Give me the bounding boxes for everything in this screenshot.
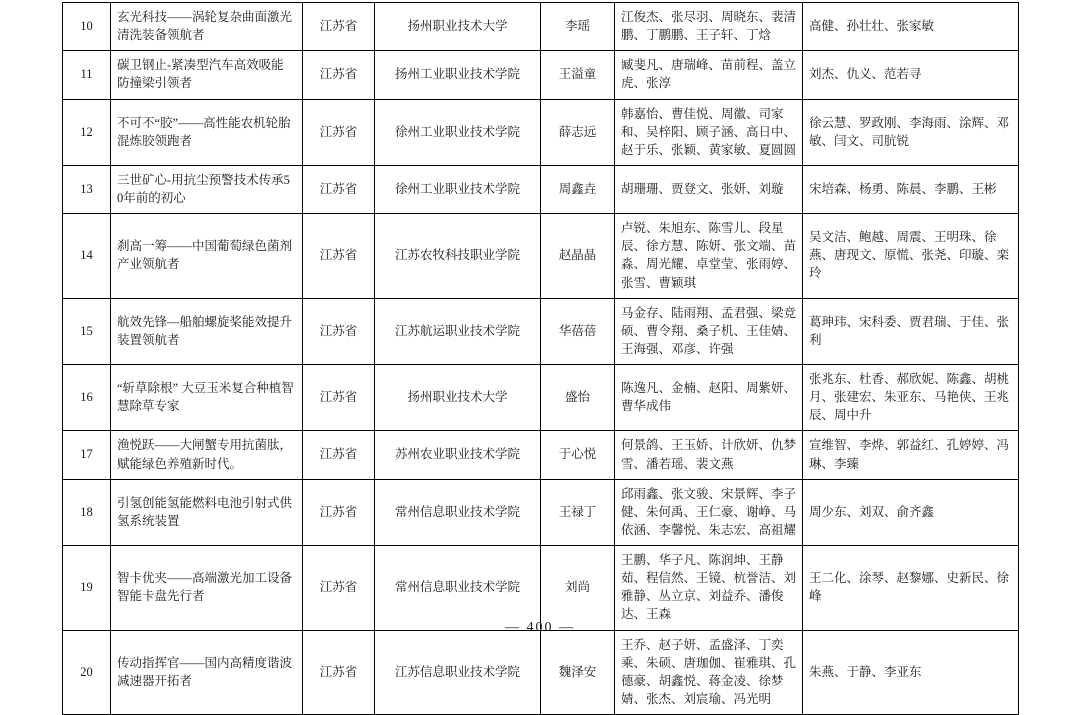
cell-province: 江苏省 xyxy=(303,298,375,364)
page-number: — 400 — xyxy=(505,620,575,635)
cell-members: 胡珊珊、贾登文、张妍、刘璇 xyxy=(615,165,803,213)
cell-leader: 周鑫垚 xyxy=(541,165,615,213)
cell-members: 臧斐凡、唐瑞峰、苗前程、盖立虎、张淳 xyxy=(615,51,803,99)
cell-school: 江苏航运职业技术学院 xyxy=(375,298,541,364)
cell-members: 江俊杰、张尽羽、周晓东、裴清鹏、丁鹏鹏、王子轩、丁焓 xyxy=(615,3,803,51)
cell-province: 江苏省 xyxy=(303,479,375,545)
cell-serial-number: 11 xyxy=(63,51,111,99)
cell-members: 卢锐、朱旭东、陈雪儿、段星辰、徐方慧、陈妍、张文端、苗淼、周光耀、卓堂莹、张雨婷、张雪、曹颖琪 xyxy=(615,214,803,299)
cell-leader: 华蓓蓓 xyxy=(541,298,615,364)
table-row xyxy=(63,165,1019,213)
cell-school: 江苏农牧科技职业学院 xyxy=(375,214,541,299)
cell-school: 徐州工业职业技术学院 xyxy=(375,165,541,213)
cell-teachers: 宋培森、杨勇、陈晨、李鹏、王彬 xyxy=(803,165,1019,213)
cell-teachers: 张兆东、杜香、郝欣妮、陈鑫、胡桃月、张建宏、朱亚东、马艳侠、王兆辰、周中升 xyxy=(803,365,1019,431)
cell-project-name: 不可不“胶”——高性能农机轮胎混炼胶领跑者 xyxy=(111,99,303,165)
cell-school: 常州信息职业技术学院 xyxy=(375,479,541,545)
cell-province: 江苏省 xyxy=(303,630,375,715)
cell-members: 王乔、赵子妍、孟盛泽、丁奕乘、朱硕、唐珈伽、崔雅琪、孔德豪、胡鑫悦、蒋金凌、徐梦婧、张杰、刘宸瑜、冯光明 xyxy=(615,630,803,715)
cell-serial-number: 13 xyxy=(63,165,111,213)
cell-project-name: 传动指挥官——国内高精度谐波减速器开拓者 xyxy=(111,630,303,715)
table-row xyxy=(63,365,1019,431)
cell-leader: 王溢童 xyxy=(541,51,615,99)
cell-school: 扬州职业技术大学 xyxy=(375,3,541,51)
cell-project-name: 引氢创能氢能燃料电池引射式供氢系统装置 xyxy=(111,479,303,545)
cell-school: 常州信息职业技术学院 xyxy=(375,546,541,631)
cell-project-name: 刹高一筹——中国葡萄绿色菌剂产业领航者 xyxy=(111,214,303,299)
cell-serial-number: 16 xyxy=(63,365,111,431)
cell-teachers: 宣维智、李烨、郭益红、孔婷婷、冯琳、李臻 xyxy=(803,431,1019,479)
cell-school: 扬州工业职业技术学院 xyxy=(375,51,541,99)
cell-teachers: 王二化、涂琴、赵黎娜、史新民、徐峰 xyxy=(803,546,1019,631)
table-row xyxy=(63,630,1019,715)
cell-serial-number: 15 xyxy=(63,298,111,364)
cell-province: 江苏省 xyxy=(303,546,375,631)
cell-leader: 魏泽安 xyxy=(541,630,615,715)
cell-leader: 盛怡 xyxy=(541,365,615,431)
cell-teachers: 朱燕、于静、李亚东 xyxy=(803,630,1019,715)
cell-serial-number: 17 xyxy=(63,431,111,479)
cell-serial-number: 10 xyxy=(63,3,111,51)
cell-leader: 赵晶晶 xyxy=(541,214,615,299)
cell-leader: 于心悦 xyxy=(541,431,615,479)
cell-project-name: 玄光科技——涡轮复杂曲面激光清洗装备领航者 xyxy=(111,3,303,51)
cell-province: 江苏省 xyxy=(303,51,375,99)
table-row xyxy=(63,298,1019,364)
cell-teachers: 吴文洁、鲍越、周震、王明珠、徐燕、唐现文、原慌、张尧、印璇、栾玲 xyxy=(803,214,1019,299)
cell-school: 扬州职业技术大学 xyxy=(375,365,541,431)
cell-serial-number: 14 xyxy=(63,214,111,299)
cell-leader: 王禄丁 xyxy=(541,479,615,545)
cell-serial-number: 19 xyxy=(63,546,111,631)
cell-members: 邱雨鑫、张文骏、宋景辉、李子健、朱何禹、王仁豪、谢峥、马依涵、李馨悦、朱志宏、高祖耀 xyxy=(615,479,803,545)
cell-teachers: 葛珅玮、宋科委、贾君瑞、于佳、张利 xyxy=(803,298,1019,364)
cell-members: 韩嘉怡、曹佳悦、周徽、司家和、吴梓阳、顾子涵、高日中、赵于乐、张颖、黄家敏、夏圆圆 xyxy=(615,99,803,165)
cell-members: 陈逸凡、金楠、赵阳、周紫妍、曹华成伟 xyxy=(615,365,803,431)
cell-project-name: 航效先锋—船舶螺旋桨能效提升装置领航者 xyxy=(111,298,303,364)
table-row xyxy=(63,214,1019,299)
cell-project-name: “斩草除根” 大豆玉米复合种植智慧除草专家 xyxy=(111,365,303,431)
cell-teachers: 徐云慧、罗政刚、李海雨、涂辉、邓敏、闫文、司肮锐 xyxy=(803,99,1019,165)
cell-school: 徐州工业职业技术学院 xyxy=(375,99,541,165)
cell-members: 王鹏、华子凡、陈润坤、王静茹、程信然、王镜、杭誉洁、刘雅静、丛立京、刘益乔、潘俊达、王森 xyxy=(615,546,803,631)
cell-project-name: 碳卫钢止-紧凑型汽车高效吸能防撞梁引领者 xyxy=(111,51,303,99)
project-table-container xyxy=(62,2,1018,715)
cell-leader: 薛志远 xyxy=(541,99,615,165)
cell-school: 苏州农业职业技术学院 xyxy=(375,431,541,479)
cell-province: 江苏省 xyxy=(303,365,375,431)
cell-province: 江苏省 xyxy=(303,214,375,299)
cell-project-name: 智卡优夹——高端激光加工设备智能卡盘先行者 xyxy=(111,546,303,631)
table-row xyxy=(63,431,1019,479)
cell-school: 江苏信息职业技术学院 xyxy=(375,630,541,715)
project-table xyxy=(62,2,1019,715)
cell-province: 江苏省 xyxy=(303,165,375,213)
table-row xyxy=(63,3,1019,51)
cell-teachers: 周少东、刘双、俞齐鑫 xyxy=(803,479,1019,545)
table-row xyxy=(63,479,1019,545)
cell-serial-number: 20 xyxy=(63,630,111,715)
cell-members: 何景鸽、王玉娇、计欣妍、仇梦雪、潘若瑶、裴文燕 xyxy=(615,431,803,479)
cell-province: 江苏省 xyxy=(303,3,375,51)
cell-teachers: 刘杰、仇义、范若寻 xyxy=(803,51,1019,99)
table-row xyxy=(63,546,1019,631)
cell-leader: 李瑶 xyxy=(541,3,615,51)
cell-project-name: 三世矿心-用抗尘预警技术传承50年前的初心 xyxy=(111,165,303,213)
cell-teachers: 高健、孙壮壮、张家敏 xyxy=(803,3,1019,51)
cell-members: 马金存、陆雨翔、孟君强、梁竞硕、曹令翔、桑子机、王佳婧、王海强、邓彦、许强 xyxy=(615,298,803,364)
cell-serial-number: 12 xyxy=(63,99,111,165)
cell-serial-number: 18 xyxy=(63,479,111,545)
cell-project-name: 渔悦跃——大闸蟹专用抗菌肽，赋能绿色养殖新时代。 xyxy=(111,431,303,479)
cell-leader: 刘尚 xyxy=(541,546,615,631)
cell-province: 江苏省 xyxy=(303,431,375,479)
table-row xyxy=(63,51,1019,99)
table-row xyxy=(63,99,1019,165)
cell-province: 江苏省 xyxy=(303,99,375,165)
